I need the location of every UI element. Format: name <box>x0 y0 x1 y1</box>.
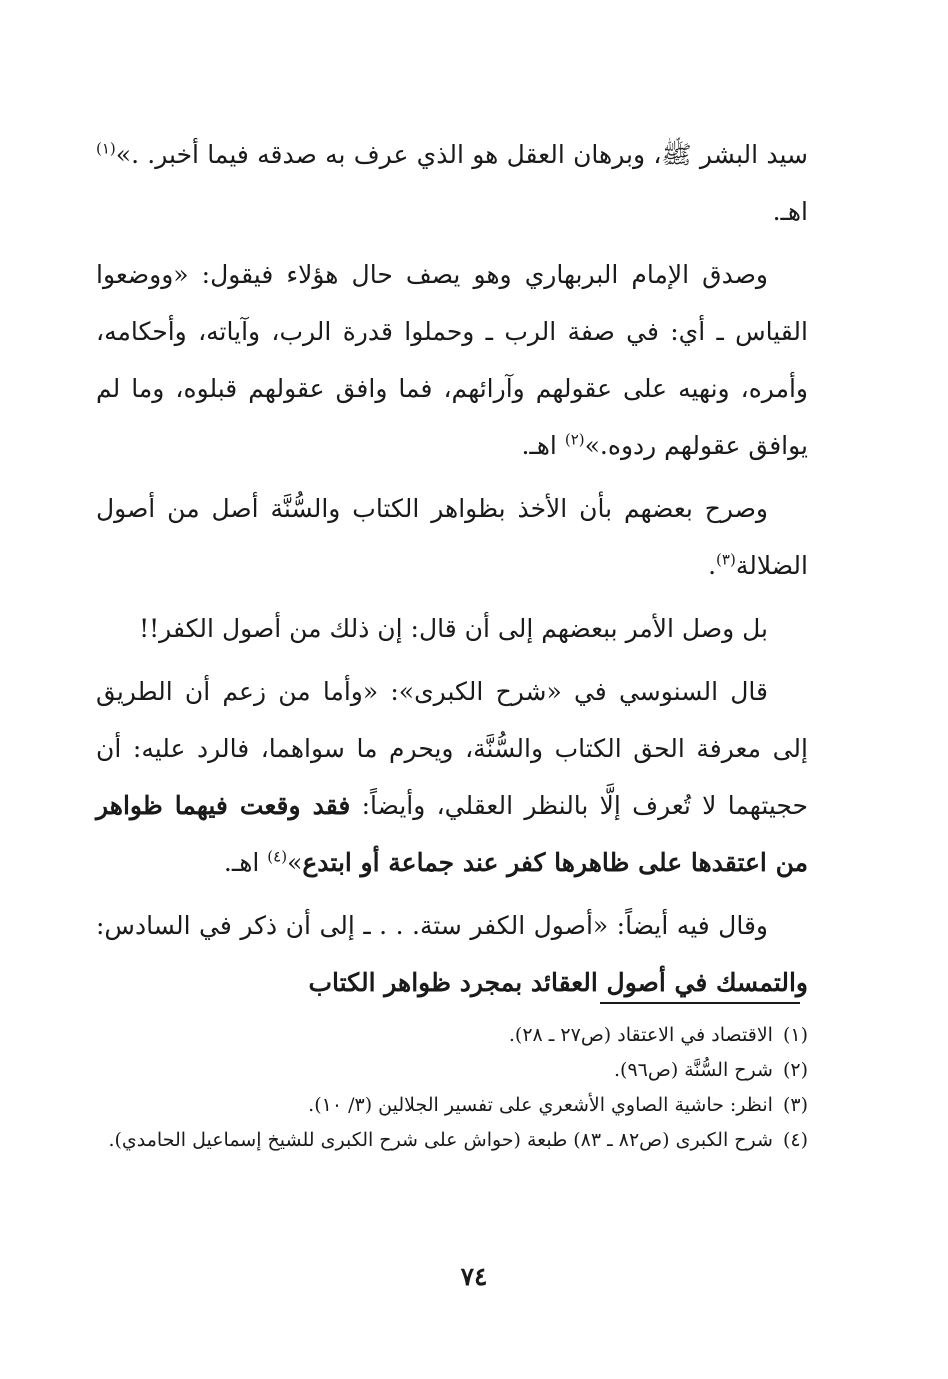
paragraph-6 <box>96 897 808 1011</box>
paragraph-5 <box>96 663 808 891</box>
footnote-text: الاقتصاد في الاعتقاد (ص٢٧ ـ ٢٨). <box>508 1024 773 1046</box>
paragraph-3-text: وصرح بعضهم بأن الأخذ بظواهر الكتاب والسُّنَّة أصل من أصول الضلالة <box>96 494 808 580</box>
footnote-3 <box>96 1088 808 1123</box>
footnote-2 <box>96 1053 808 1088</box>
paragraph-3 <box>96 480 808 594</box>
footnote-number: (٤) <box>782 1129 808 1151</box>
footnote-text: شرح السُّنَّة (ص٩٦). <box>613 1059 773 1081</box>
paragraph-1 <box>96 126 808 240</box>
paragraph-4 <box>96 600 808 657</box>
paragraph-5-bold-text: فقد وقعت فيهما ظواهر من اعتقدها على ظاهرها كفر عند جماعة أو ابتدع <box>96 791 808 877</box>
page-number: ٧٤ <box>460 1262 488 1291</box>
paragraph-4-text: بل وصل الأمر ببعضهم إلى أن قال: إن ذلك من أصول الكفر!! <box>139 614 768 643</box>
footnotes-list <box>96 1018 808 1158</box>
paragraph-1-end: اهـ. <box>772 197 808 226</box>
footnote-ref-2: (٢) <box>564 430 585 449</box>
paragraph-1-text: سيد البشر ﷺ، وبرهان العقل هو الذي عرف به صدقه فيما أخبر. .» <box>115 140 808 169</box>
footnote-4 <box>96 1123 808 1158</box>
paragraph-5-text: قال السنوسي في «شرح الكبرى»: «وأما من زعم أن الطريق إلى معرفة الحق الكتاب والسُّنَّة، ويحرم ما سواهما، فالرد عليه: أن حجيتهما لا تُعرف إلَّا بالنظر العقلي، وأيضاً: <box>96 677 809 820</box>
paragraph-2-text: وصدق الإمام البربهاري وهو يصف حال هؤلاء فيقول: «ووضعوا القياس ـ أي: في صفة الرب ـ وحملوا قدرة الرب، وآياته، وأحكامه، وأمره، ونهيه على عقولهم وآرائهم، فما وافق عقولهم قبلوه، وما لم يوافق عقولهم ردوه.» <box>96 260 808 460</box>
paragraph-3-end: . <box>708 551 717 580</box>
paragraph-2 <box>96 246 808 474</box>
footnote-ref-1: (١) <box>96 139 116 158</box>
main-text <box>96 126 808 1011</box>
footnote-number: (٣) <box>782 1094 808 1116</box>
paragraph-5-close-quote: » <box>287 848 303 877</box>
footnote-separator <box>600 1002 800 1004</box>
footnote-text: شرح الكبرى (ص٨٢ ـ ٨٣) طبعة (حواش على شرح الكبرى للشيخ إسماعيل الحامدي). <box>108 1129 773 1151</box>
footnote-ref-3: (٣) <box>716 550 736 569</box>
footnote-text: انظر: حاشية الصاوي الأشعري على تفسير الجلالين (٣/ ١٠). <box>308 1094 773 1116</box>
footnote-ref-4: (٤) <box>267 847 288 866</box>
footnote-number: (٢) <box>782 1059 808 1081</box>
paragraph-5-end: اهـ. <box>223 848 268 877</box>
footnote-number: (١) <box>782 1024 808 1046</box>
paragraph-6-text: وقال فيه أيضاً: «أصول الكفر ستة. . . ـ إلى أن ذكر في السادس: <box>96 911 768 940</box>
footnote-1 <box>96 1018 808 1053</box>
paragraph-2-end: اهـ. <box>521 431 565 460</box>
paragraph-6-bold-text: والتمسك في أصول العقائد بمجرد ظواهر الكتاب <box>308 968 808 997</box>
